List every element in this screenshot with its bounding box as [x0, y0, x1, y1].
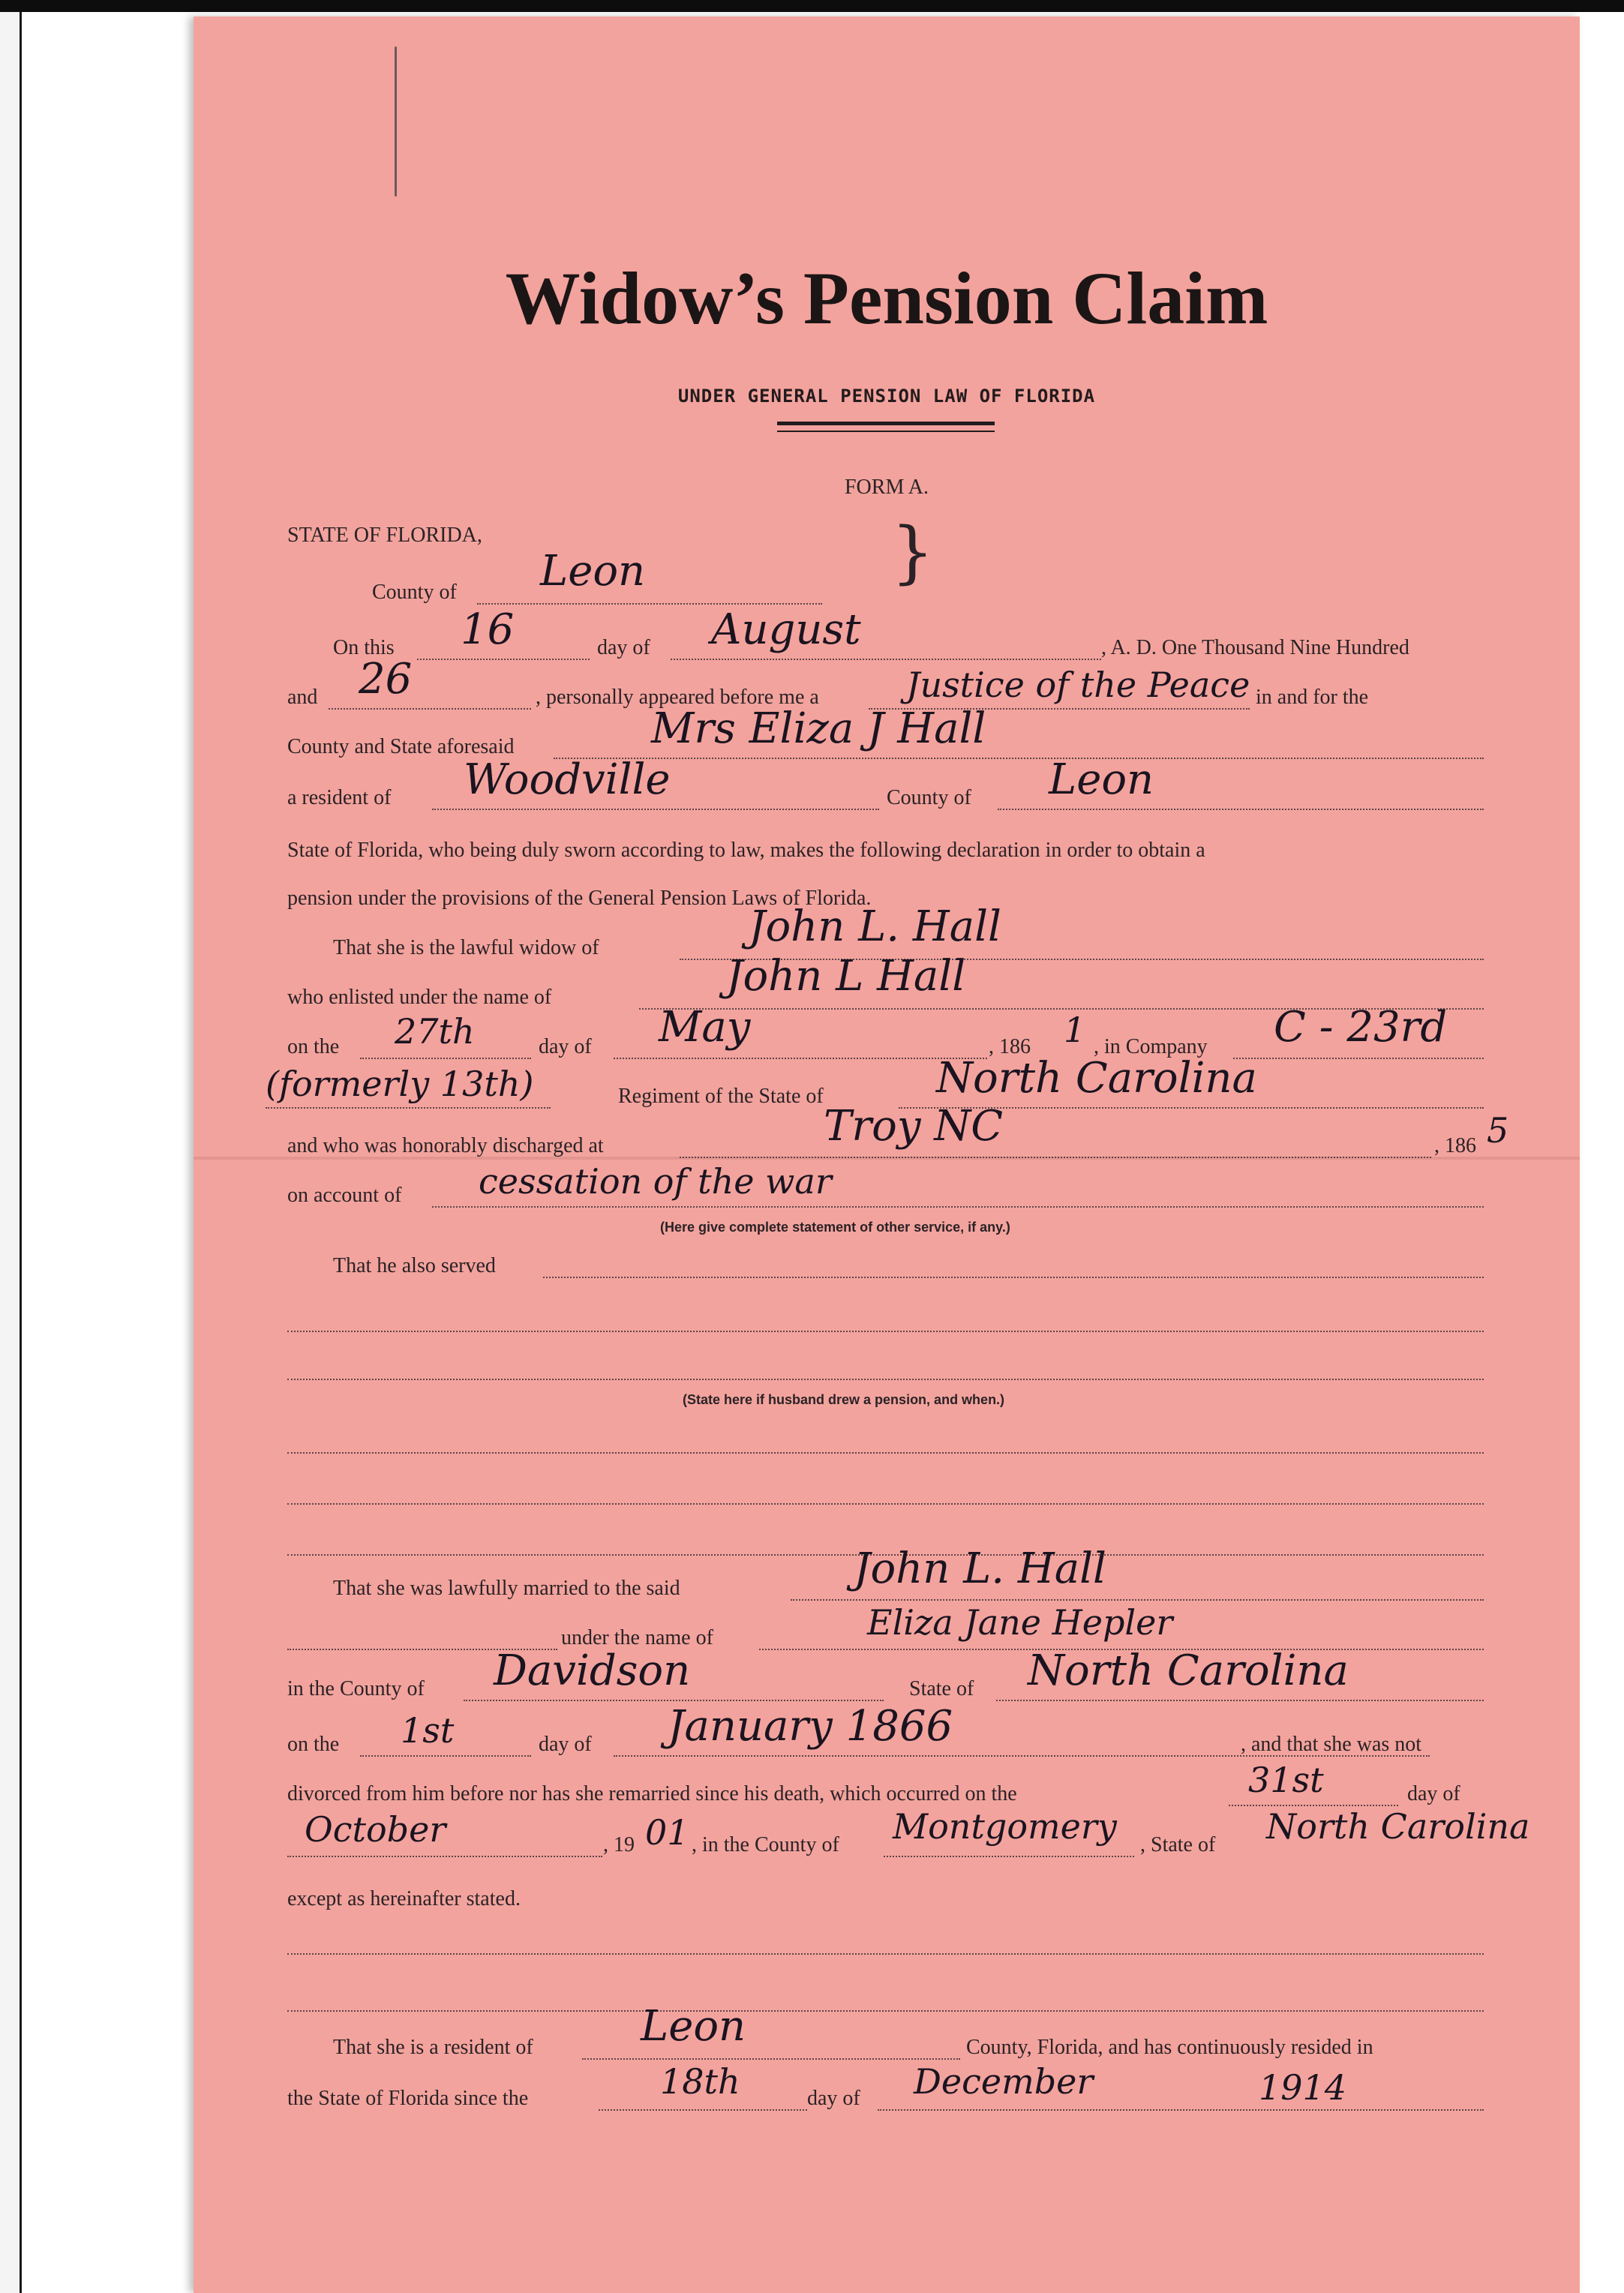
- death-year-label: , 19: [603, 1833, 635, 1856]
- widow-of-label: That she is the lawful widow of: [333, 936, 599, 959]
- under-name-label: under the name of: [561, 1626, 713, 1649]
- pencil-mark: [395, 47, 397, 197]
- claimant-line: [554, 758, 1484, 759]
- marriage-date-value: January 1866: [668, 1702, 953, 1751]
- death-year-digits: 01: [645, 1812, 689, 1853]
- day-of-label: day of: [597, 636, 650, 659]
- aforesaid-label: County and State aforesaid: [287, 735, 515, 758]
- pension-instruction-note: (State here if husband drew a pension, and when.): [683, 1392, 1005, 1407]
- month-line: [671, 659, 1101, 660]
- discharge-place-value: Troy NC: [824, 1102, 1004, 1151]
- sworn-statement-line: State of Florida, who being duly sworn according to law, makes the following declaration in order to obtain a: [287, 839, 1205, 862]
- resided-month-value: December: [914, 2061, 1094, 2102]
- county-line: [477, 603, 822, 605]
- title-rule-thick: [777, 422, 995, 425]
- married-to-line: [791, 1599, 1484, 1601]
- residence-value: Woodville: [464, 755, 671, 804]
- company-line: [1233, 1058, 1484, 1059]
- death-county-label: , in the County of: [692, 1833, 839, 1856]
- resided-year-value: 1914: [1259, 2067, 1347, 2108]
- enlist-day-value: 27th: [395, 1011, 475, 1052]
- not-divorced-label: , and that she was not: [1241, 1733, 1422, 1756]
- company-label: , in Company: [1094, 1035, 1208, 1058]
- also-served-label: That he also served: [333, 1254, 496, 1277]
- enlisted-under-label: who enlisted under the name of: [287, 986, 552, 1009]
- also-served-line-2: [287, 1331, 1484, 1332]
- resident-county-line: [582, 2058, 960, 2060]
- marriage-on-the-label: on the: [287, 1733, 340, 1756]
- venue-brace: }: [891, 513, 935, 592]
- county-florida-label: County, Florida, and has continuously resided in: [966, 2036, 1373, 2059]
- marriage-county-line: [464, 1700, 884, 1701]
- residence-county-line: [998, 809, 1484, 810]
- marriage-day-of-label: day of: [539, 1733, 592, 1756]
- discharge-year-digit: 5: [1487, 1110, 1509, 1151]
- residence-line: [432, 809, 879, 810]
- county-value: Leon: [540, 547, 646, 596]
- resident-county-value: Leon: [641, 2002, 746, 2051]
- resident-of-label: a resident of: [287, 786, 392, 809]
- regiment-state-value: North Carolina: [936, 1054, 1257, 1103]
- death-month-line: [287, 1856, 602, 1857]
- divorced-statement-label: divorced from him before nor has she remarried since his death, which occurred on the: [287, 1782, 1017, 1805]
- account-of-label: on account of: [287, 1184, 402, 1207]
- residence-county-value: Leon: [1049, 755, 1154, 804]
- maiden-name-value: Eliza Jane Hepler: [867, 1602, 1173, 1643]
- personally-appeared-label: , personally appeared before me a: [536, 686, 819, 709]
- on-this-label: On this: [333, 636, 395, 659]
- discharge-place-line: [680, 1157, 1431, 1158]
- death-county-line: [884, 1856, 1134, 1857]
- month-value: August: [711, 605, 861, 654]
- marriage-state-value: North Carolina: [1028, 1646, 1349, 1695]
- enlist-day-line: [360, 1058, 531, 1059]
- claimant-value: Mrs Eliza J Hall: [651, 704, 986, 753]
- pension-form-paper: [194, 17, 1580, 2293]
- resided-date-line: [878, 2109, 1484, 2111]
- death-state-value: North Carolina: [1266, 1806, 1530, 1847]
- resident-label: That she is a resident of: [333, 2036, 533, 2059]
- year-value: 26: [359, 655, 413, 704]
- county-label: County of: [372, 581, 457, 604]
- resided-day-line: [599, 2109, 807, 2111]
- enlisted-name-value: John L Hall: [726, 952, 966, 1001]
- form-subtitle: UNDER GENERAL PENSION LAW OF FLORIDA: [677, 386, 1096, 407]
- also-served-line-1: [543, 1277, 1484, 1278]
- widow-of-value: John L. Hall: [749, 902, 1001, 951]
- pension-line-2: [287, 1503, 1484, 1505]
- except-line-1: [287, 1953, 1484, 1955]
- reason-line: [432, 1206, 1484, 1208]
- day-value: 16: [461, 605, 515, 654]
- and-label: and: [287, 686, 318, 709]
- enlist-day-of-label: day of: [539, 1035, 592, 1058]
- resided-day-value: 18th: [660, 2061, 740, 2102]
- scan-top-border: [0, 0, 1624, 12]
- except-label: except as hereinafter stated.: [287, 1887, 521, 1910]
- death-day-of-label: day of: [1407, 1782, 1460, 1805]
- scan-left-margin: [0, 12, 22, 2293]
- state-heading: STATE OF FLORIDA,: [287, 524, 482, 547]
- form-title: Widow’s Pension Claim: [505, 257, 1268, 340]
- discharge-year-label: , 186: [1434, 1134, 1476, 1157]
- married-to-value: John L. Hall: [854, 1544, 1106, 1593]
- formerly-value: (formerly 13th): [266, 1064, 534, 1104]
- title-rule-thin: [777, 431, 995, 432]
- enlist-on-the-label: on the: [287, 1035, 340, 1058]
- married-to-label: That she was lawfully married to the said: [333, 1577, 680, 1600]
- company-value: C - 23rd: [1274, 1003, 1448, 1052]
- service-instruction-note: (Here give complete statement of other service, if any.): [660, 1220, 1010, 1235]
- death-county-value: Montgomery: [893, 1806, 1117, 1847]
- marriage-state-line: [996, 1700, 1484, 1701]
- form-label: FORM A.: [844, 476, 929, 499]
- death-day-value: 31st: [1248, 1760, 1324, 1800]
- regiment-number-line: [266, 1107, 551, 1109]
- death-state-label: , State of: [1140, 1833, 1216, 1856]
- resided-day-of-label: day of: [807, 2087, 860, 2110]
- official-value: Justice of the Peace: [906, 665, 1250, 705]
- reason-value: cessation of the war: [479, 1161, 832, 1202]
- residence-county-label: County of: [887, 786, 971, 809]
- marriage-county-value: Davidson: [494, 1646, 691, 1695]
- also-served-line-3: [287, 1379, 1484, 1380]
- except-line-2: [287, 2010, 1484, 2012]
- marriage-day-line: [360, 1755, 531, 1757]
- death-month-value: October: [305, 1809, 446, 1850]
- enlist-year-label: , 186: [989, 1035, 1031, 1058]
- resided-since-label: the State of Florida since the: [287, 2087, 529, 2110]
- in-and-for-label: in and for the: [1256, 686, 1369, 709]
- enlist-month-value: May: [659, 1003, 751, 1052]
- marriage-county-label: in the County of: [287, 1677, 425, 1700]
- marriage-state-label: State of: [909, 1677, 974, 1700]
- regiment-label: Regiment of the State of: [618, 1085, 824, 1108]
- day-line: [417, 659, 590, 660]
- discharged-label: and who was honorably discharged at: [287, 1134, 604, 1157]
- enlist-month-line: [614, 1058, 987, 1059]
- pension-provisions-line: pension under the provisions of the General Pension Laws of Florida.: [287, 887, 872, 910]
- pension-line-1: [287, 1452, 1484, 1454]
- ad-label: , A. D. One Thousand Nine Hundred: [1101, 636, 1409, 659]
- year-line: [329, 708, 531, 710]
- marriage-day-value: 1st: [401, 1710, 455, 1751]
- enlist-year-digit: 1: [1064, 1010, 1086, 1050]
